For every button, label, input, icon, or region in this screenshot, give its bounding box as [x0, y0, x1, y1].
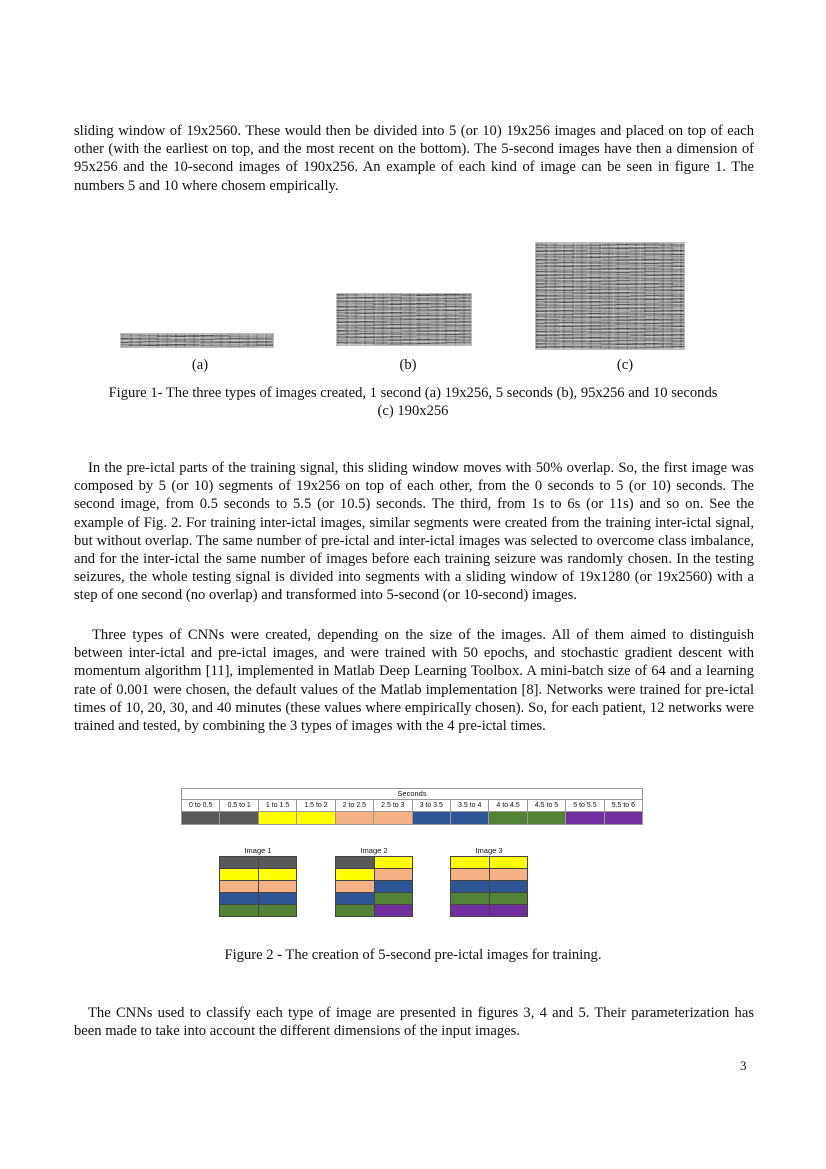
figure1-image-b [336, 293, 472, 346]
figure2-grid-row [450, 904, 528, 917]
figure1-label-c: (c) [616, 357, 634, 373]
figure2-grid-row [335, 892, 413, 904]
figure2-grid-cell [374, 881, 414, 892]
figure2-grid-cell [489, 857, 529, 868]
figure1-image-c [535, 242, 685, 350]
figure2-interval-label: 1 to 1.5 [259, 800, 297, 811]
figure2-grid-cell [258, 857, 298, 868]
paragraph-1: sliding window of 19x2560. These would then be divided into 5 (or 10) 19x256 images and placed on top of each other (with the earliest on top, and the most recent on the bottom). The 5-second images have then a dimension of 95x256 and the 10-second images of 190x256. An example of each kind of image can be seen in figure 1. The numbers 5 and 10 where chosem empirically. [74, 123, 754, 194]
page-number: 3 [740, 1058, 747, 1073]
figure2-grid-cell [450, 881, 489, 892]
figure1-label-a: (a) [191, 357, 209, 373]
figure2-grid-cell [450, 893, 489, 904]
figure2-grid-cell [258, 905, 298, 916]
figure2-grid-cell [489, 869, 529, 880]
figure2-grid-cell [374, 857, 414, 868]
figure2-interval-label: 0.5 to 1 [220, 800, 258, 811]
figure2-interval-label: 3.5 to 4 [451, 800, 489, 811]
figure2-interval-color [489, 811, 527, 824]
figure2-interval-label: 4.5 to 5 [528, 800, 566, 811]
figure2-grid-cell [335, 881, 374, 892]
figure2-grid-cell [335, 893, 374, 904]
figure2-interval-color [605, 811, 642, 824]
paragraph-3: Three types of CNNs were created, depending on the size of the images. All of them aimed to distinguish between inter-ictal and pre-ictal images, and were trained with 50 epochs, and stochastic gradient descent with momentum algorithm [11], implemented in Matlab Deep Learning Toolbox. A mini-batch size of 64 and a learning rate of 0.001 were chosen, the default values of the Matlab implementation [8]. Networks were trained for pre-ictal times of 10, 20, 30, and 40 minutes (these values where empirically chosen). So, for each patient, 12 networks were trained and tested, by combining the 3 types of images with the 4 pre-ictal times. [74, 627, 754, 735]
paragraph-4: The CNNs used to classify each type of image are presented in figures 3, 4 and 5. Their parameterization has been made to take into account the different dimensions of the input images. [74, 1005, 754, 1040]
figure2-interval-label: 2 to 2.5 [336, 800, 374, 811]
figure2-grid-cell [335, 905, 374, 916]
figure1-image-a [120, 333, 274, 348]
figure2-interval-colors [182, 811, 642, 824]
figure2-grid-row [219, 868, 297, 880]
figure2-caption: Figure 2 - The creation of 5-second pre-ictal images for training. [224, 947, 602, 963]
figure2-grid-cell [219, 893, 258, 904]
figure1-caption-line1: Figure 1- The three types of images created, 1 second (a) 19x256, 5 seconds (b), 95x256 and 10 seconds [108, 385, 718, 401]
figure2-grid-cell [258, 881, 298, 892]
figure2-grid-row [219, 892, 297, 904]
figure2-interval-color [297, 811, 335, 824]
figure2-image-2 [335, 845, 413, 917]
figure2-interval-color [220, 811, 258, 824]
figure2-interval-color [259, 811, 297, 824]
figure2-header: Seconds [182, 789, 642, 800]
figure2-grid-row [335, 856, 413, 868]
figure1-label-b: (b) [399, 357, 417, 373]
figure2-grid-cell [219, 857, 258, 868]
figure2-grid-row [335, 904, 413, 917]
figure2-grid-row [450, 880, 528, 892]
figure2-image-3-title: Image 3 [475, 846, 503, 855]
figure2-grid-cell [219, 881, 258, 892]
figure2-grid-cell [335, 869, 374, 880]
paragraph-2: In the pre-ictal parts of the training signal, this sliding window moves with 50% overlap. So, the first image was composed by 5 (or 10) segments of 19x256 on top of each other, from the 0 seconds to 5 (or 10) seconds. The second image, from 0.5 seconds to 5.5 (or 10.5) seconds. The third, from 1s to 6s (or 11s) and so on. See the example of Fig. 2. For training inter-ictal images, similar segments were created from the training inter-ictal signal, but without overlap. The same number of pre-ictal and inter-ictal images was selected to overcome class imbalance, and for the inter-ictal the same number of images before each training seizure was randomly chosen. In the testing seizures, the whole testing signal is divided into segments with a sliding window of 19x1280 (or 19x2560) with a step of one second (no overlap) and transformed into 5-second (or 10-second) images. [74, 460, 754, 604]
figure2-image-1-title: Image 1 [244, 846, 272, 855]
figure2-interval-label: 3 to 3.5 [413, 800, 451, 811]
figure2-interval-label: 0 to 0.5 [182, 800, 220, 811]
figure2-grid-row [219, 880, 297, 892]
figure2-interval-color [528, 811, 566, 824]
figure2-grid-cell [450, 869, 489, 880]
figure2-grid-cell [335, 857, 374, 868]
figure2-interval-label: 2.5 to 3 [374, 800, 412, 811]
figure2-interval-color [566, 811, 604, 824]
figure2-interval-color [451, 811, 489, 824]
figure2-grid-cell [450, 857, 489, 868]
figure2-image-2-title: Image 2 [360, 846, 388, 855]
figure2-grid-cell [489, 881, 529, 892]
figure2-grid-row [335, 868, 413, 880]
figure1-caption-line2: (c) 190x256 [377, 403, 449, 419]
figure2-grid-cell [374, 893, 414, 904]
figure2-interval-label: 5.5 to 6 [611, 802, 636, 809]
figure2-grid-row [450, 856, 528, 868]
figure2-grid-cell [374, 905, 414, 916]
figure2-timeline-table [181, 788, 643, 825]
figure2-grid-cell [450, 905, 489, 916]
figure2-grid-cell [258, 869, 298, 880]
figure2-grid-cell [219, 869, 258, 880]
figure2-grid-row [450, 868, 528, 880]
figure2-interval-label: 1.5 to 2 [297, 800, 335, 811]
figure2-grid-cell [258, 893, 298, 904]
figure2-grid-row [219, 856, 297, 868]
figure2-grid-cell [489, 893, 529, 904]
figure2-interval-label: 5 to 5.5 [566, 800, 604, 811]
figure2-grid-row [335, 880, 413, 892]
figure2-interval-labels [182, 800, 642, 811]
figure2-interval-color [182, 811, 220, 824]
figure2-image-3 [450, 845, 528, 917]
figure2-grid-cell [374, 869, 414, 880]
figure2-interval-color [374, 811, 412, 824]
figure2-grid-row [450, 892, 528, 904]
figure2-interval-color [413, 811, 451, 824]
figure2-grid-cell [219, 905, 258, 916]
figure2-image-1 [219, 845, 297, 917]
figure2-grid-row [219, 904, 297, 917]
figure2-grid-cell [489, 905, 529, 916]
figure2-interval-color [336, 811, 374, 824]
figure2-interval-label: 4 to 4.5 [489, 800, 527, 811]
